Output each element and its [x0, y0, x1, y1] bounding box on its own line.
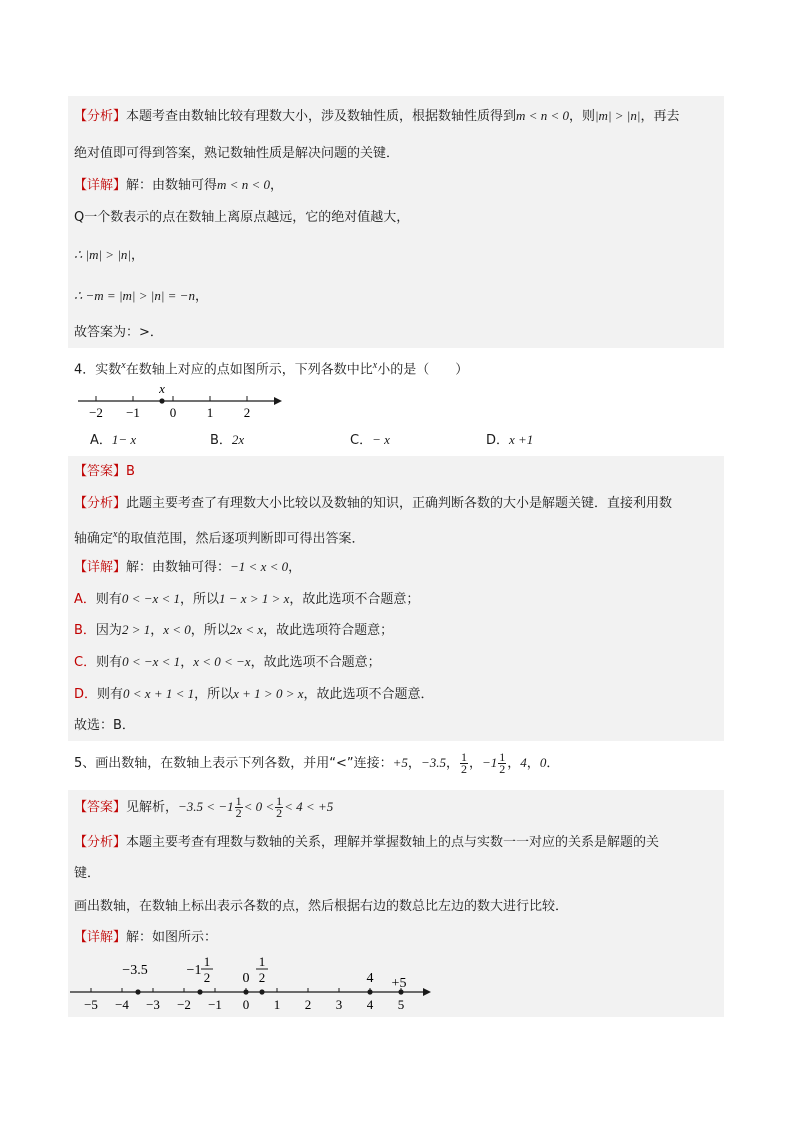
q3-detail-line3: ∴ |m| > |n|，	[74, 247, 144, 263]
q5-point-label: −3.5	[122, 963, 148, 978]
q5-detail-line1: 【详解】解：如图所示：	[74, 930, 218, 945]
q5-point-label: 2	[258, 970, 266, 985]
q4-choice: 故选：B．	[74, 718, 135, 733]
q5-tick-label: 0	[242, 997, 250, 1012]
q4-detail-option-b: B．因为2 > 1，x < 0，所以2x < x，故此选项符合题意；	[74, 622, 394, 638]
q4-answer-tag: 【答案】	[74, 464, 127, 479]
q5-stem-fraction: $\frac{1}{2}$	[460, 750, 467, 776]
q5-point-four	[367, 989, 372, 994]
q5-point-zero	[243, 989, 248, 994]
q5-point-label: 4	[366, 971, 374, 986]
q4-option-a: A．1− x	[90, 432, 137, 448]
q3-analysis-line1: 【分析】本题考查由数轴比较有理数大小，涉及数轴性质，根据数轴性质得到m < n < 0，则|m| > |n|，再去	[74, 108, 680, 124]
q5-point-label: +5	[391, 976, 407, 991]
q5-tick-label: 3	[335, 997, 343, 1012]
q4-point-x	[159, 398, 164, 403]
q5-point-label: 0	[242, 971, 250, 986]
q4-answer: 【答案】B	[74, 464, 135, 479]
q5-stem: 5、画出数轴，在数轴上表示下列各数，并用“<”连接：+5，−3.5， $\frac{1}{2}$ ，−1 $\frac{1}{2}$ ，4，0．	[74, 750, 560, 776]
q4-tick-label: −2	[89, 405, 103, 420]
q5-answer: 【答案】见解析，−3.5 < −1 $\frac{1}{2}$ < 0 < $\frac{1}{2}$ < 4 < +5	[74, 794, 334, 820]
q5-tick-label: −1	[208, 997, 222, 1012]
q5-point-neg-3-5	[135, 989, 140, 994]
q4-detail-option-d: D．则有0 < x + 1 < 1，所以x + 1 > 0 > x，故此选项不合题意．	[74, 686, 434, 702]
q3-detail-line1: 【详解】解：由数轴可得m < n < 0，	[74, 177, 283, 193]
q5-analysis-tag: 【分析】	[74, 835, 127, 850]
q5-point-label: 1	[258, 954, 266, 969]
q4-detail-line1: 【详解】解：由数轴可得：−1 < x < 0，	[74, 559, 302, 575]
q4-option-b: B．2x	[210, 432, 245, 448]
q4-tick-label: 0	[169, 405, 177, 420]
q3-detail-tag: 【详解】	[74, 178, 127, 193]
q3-analysis-line2: 绝对值即可得到答案，熟记数轴性质是解决问题的关键．	[74, 146, 400, 161]
q4-detail-tag: 【详解】	[74, 560, 127, 575]
q5-tick-label: −3	[146, 997, 160, 1012]
q4-point-label: x	[159, 381, 165, 396]
q4-analysis-line2: 轴确定$^x$的取值范围，然后逐项判断即可得出答案．	[74, 529, 365, 547]
q4-tick-label: 2	[243, 405, 251, 420]
q4-analysis-tag: 【分析】	[74, 496, 127, 511]
q4-axis-ticks	[96, 396, 247, 401]
q5-tick-label: 5	[397, 997, 405, 1012]
q4-detail-option-c: C．则有0 < −x < 1，x < 0 < −x，故此选项不合题意；	[74, 654, 381, 670]
q5-tick-label: 2	[304, 997, 312, 1012]
q4-analysis-line1: 【分析】此题主要考查了有理数大小比较以及数轴的知识，正确判断各数的大小是解题关键．直接利用数	[74, 496, 673, 511]
q5-analysis-line3: 画出数轴，在数轴上标出表示各数的点，然后根据右边的数总比左边的数大进行比较．	[74, 899, 569, 914]
q4-option-c: C．− x	[350, 432, 390, 448]
q5-analysis-line1: 【分析】本题主要考查有理数与数轴的关系，理解并掌握数轴上的点与实数一一对应的关系是解题的关	[74, 835, 660, 850]
q5-tick-label: −2	[177, 997, 191, 1012]
q5-point-label: 2	[203, 970, 211, 985]
q5-tick-label: −4	[115, 997, 129, 1012]
q5-stem-mixed-fraction: $\frac{1}{2}$	[499, 750, 506, 776]
q3-detail-line4: ∴ −m = |m| > |n| = −n，	[74, 288, 208, 304]
q4-tick-label: −1	[126, 405, 140, 420]
q4-stem: 4．实数$^x$在数轴上对应的点如图所示，下列各数中比$^x$小的是（ ）	[74, 360, 469, 378]
q5-number-line	[68, 953, 438, 1015]
q5-point-neg-1-half	[197, 989, 202, 994]
q4-number-line	[74, 380, 286, 422]
q3-detail-line2: Q一个数表示的点在数轴上离原点越远，它的绝对值越大，	[74, 210, 410, 225]
q5-tick-label: 1	[273, 997, 281, 1012]
q3-answer: 故答案为：>．	[74, 325, 163, 340]
q5-detail-tag: 【详解】	[74, 930, 127, 945]
q4-detail-option-a: A．则有0 < −x < 1，所以1 − x > 1 > x，故此选项不合题意；	[74, 591, 420, 607]
q5-point-label: −1	[186, 963, 202, 978]
q5-tick-label: 4	[366, 997, 374, 1012]
q4-tick-label: 1	[206, 405, 214, 420]
q5-point-half	[259, 989, 264, 994]
q5-answer-tag: 【答案】	[74, 800, 127, 815]
q5-tick-label: −5	[84, 997, 98, 1012]
q4-option-d: D．x +1	[486, 432, 534, 448]
q3-analysis-tag: 【分析】	[74, 109, 127, 124]
q5-point-label: 1	[203, 954, 211, 969]
q5-analysis-line2: 键．	[74, 866, 101, 881]
